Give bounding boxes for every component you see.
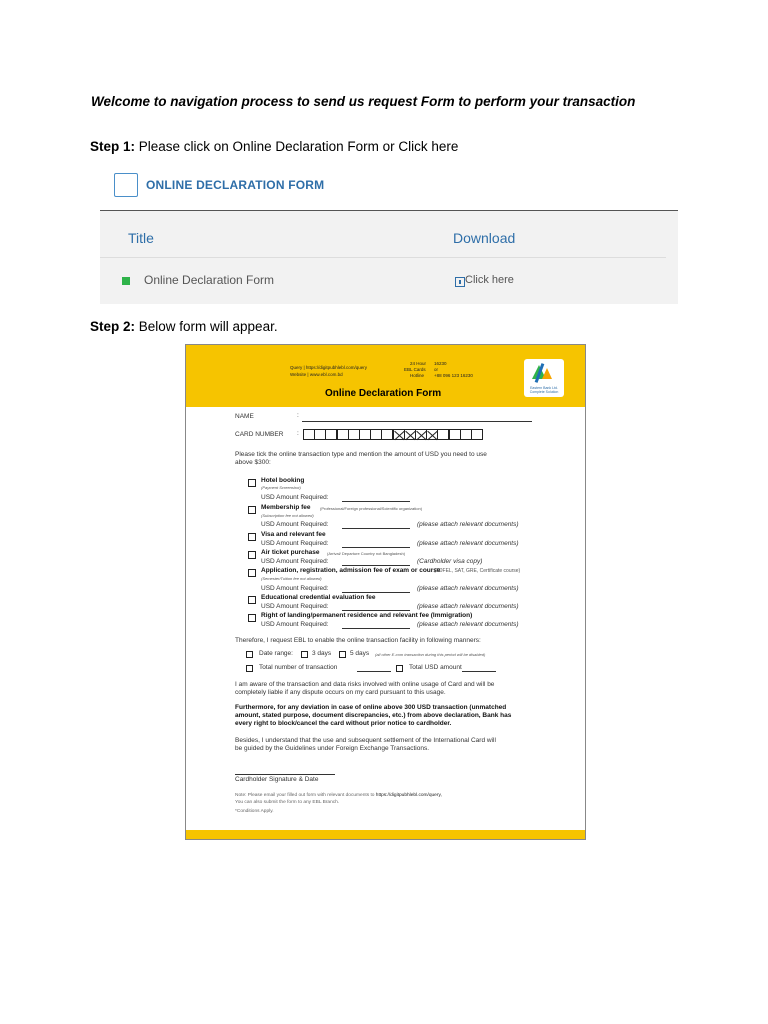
- membership-label: Membership fee: [261, 504, 311, 511]
- amount-line: [357, 671, 391, 672]
- aware-line-1: I am aware of the transaction and data risks involved with online usage of Card and will be: [235, 681, 495, 688]
- intro-heading: Welcome to navigation process to send us request Form to perform your transaction: [91, 94, 636, 109]
- attach-note: (please attach relevant documents): [417, 603, 519, 610]
- usd-required-label: USD Amount Required:: [261, 621, 329, 628]
- membership-note: (Subscription fee not allowed): [261, 513, 314, 518]
- checkbox-icon: [114, 173, 138, 197]
- further-line-1: Furthermore, for any deviation in case of online above 300 USD transaction (unmatched: [235, 704, 507, 711]
- amount-line: [342, 547, 410, 548]
- date-range-checkbox[interactable]: [246, 651, 253, 658]
- application-checkbox[interactable]: [248, 569, 256, 577]
- download-icon: [455, 277, 465, 287]
- click-here-link[interactable]: Click here: [465, 274, 514, 286]
- amount-line: [342, 628, 410, 629]
- visa-label: Visa and relevant fee: [261, 531, 326, 538]
- bullet-icon: [122, 277, 130, 285]
- step-2-label: Step 2:: [90, 319, 136, 334]
- note-line-1: [235, 793, 442, 798]
- hotline-number-3: +88 096 123 16230: [434, 373, 473, 378]
- signature-line: [235, 774, 335, 775]
- declaration-form-image: [185, 344, 586, 840]
- aware-line-2: completely liable if any dispute occurs on my card pursuant to this usage.: [235, 689, 446, 696]
- card-number-boxes: [303, 429, 482, 440]
- landing-label: Right of landing/permanent residence and relevant fee (Immigration): [261, 612, 473, 619]
- membership-checkbox[interactable]: [248, 506, 256, 514]
- online-declaration-heading: ONLINE DECLARATION FORM: [146, 178, 325, 192]
- application-sub: (TOFEL, SAT, GRE, Certificate course): [434, 568, 521, 574]
- 5-days-label: 5 days: [350, 650, 370, 657]
- educational-label: Educational credential evaluation fee: [261, 594, 376, 601]
- hotline-number-2: or: [434, 367, 439, 372]
- bank-logo: [524, 359, 564, 397]
- row-title: Online Declaration Form: [144, 273, 275, 287]
- usd-required-label: USD Amount Required:: [261, 494, 329, 501]
- step-2-text: Below form will appear.: [135, 319, 278, 334]
- hotel-label: Hotel booking: [261, 477, 305, 484]
- form-footer-band: [186, 830, 585, 839]
- therefore-text: Therefore, I request EBL to enable the online transaction facility in following manners:: [235, 637, 481, 644]
- amount-line: [342, 592, 410, 593]
- attach-note: (please attach relevant documents): [417, 540, 519, 547]
- application-label: Application, registration, admission fee of exam or course: [261, 567, 441, 574]
- air-ticket-checkbox[interactable]: [248, 551, 256, 559]
- download-table: [100, 211, 678, 304]
- amount-line: [462, 671, 496, 672]
- total-transaction-label: Total number of transaction: [259, 664, 338, 671]
- online-declaration-screenshot: [100, 166, 678, 304]
- visa-copy-note: (Cardholder visa copy): [417, 558, 483, 565]
- amount-line: [342, 501, 410, 502]
- logo-shape: [542, 368, 552, 379]
- usd-required-label: USD Amount Required:: [261, 558, 329, 565]
- usd-required-label: USD Amount Required:: [261, 585, 329, 592]
- 3-days-label: 3 days: [312, 650, 332, 657]
- date-range-label: Date range:: [259, 650, 293, 657]
- attach-note: (please attach relevant documents): [417, 621, 519, 628]
- amount-line: [342, 528, 410, 529]
- application-note: (Semester/Tuition fee not allowed): [261, 576, 322, 581]
- instruction-line-2: above $300:: [235, 459, 271, 466]
- air-ticket-sub: (Arrival/ Departure Country not Bangladesh): [327, 551, 406, 556]
- note-line-2: You can also submit the form to any EBL Branch.: [235, 800, 340, 805]
- total-transaction-checkbox[interactable]: [246, 665, 253, 672]
- 5-days-checkbox[interactable]: [339, 651, 346, 658]
- note-line-3: *Conditions Apply.: [235, 809, 274, 814]
- total-usd-checkbox[interactable]: [396, 665, 403, 672]
- amount-line: [342, 565, 410, 566]
- membership-sub: (Professional/Foreign professional/Scientific organization): [320, 506, 423, 511]
- step-1-label: Step 1:: [90, 139, 136, 154]
- usd-required-label: USD Amount Required:: [261, 521, 329, 528]
- colon: :: [297, 430, 299, 437]
- step-2: [90, 319, 278, 334]
- card-number-label: CARD NUMBER: [235, 431, 284, 438]
- hotel-checkbox[interactable]: [248, 479, 256, 487]
- air-ticket-label: Air ticket purchase: [261, 549, 320, 556]
- column-title: Title: [128, 230, 154, 246]
- colon: :: [297, 412, 299, 419]
- step-1: [90, 139, 458, 154]
- usd-required-label: USD Amount Required:: [261, 540, 329, 547]
- website-text: Website | www.ebl.com.bd: [290, 372, 343, 377]
- date-range-note: (all other E-com transaction during this period will be disabled): [375, 652, 486, 657]
- hotel-note: (Payment Screenshot): [261, 485, 301, 490]
- total-usd-label: Total USD amount: [409, 664, 462, 671]
- besides-line-1: Besides, I understand that the use and subsequent settlement of the International Card will: [235, 737, 496, 744]
- 3-days-checkbox[interactable]: [301, 651, 308, 658]
- name-line: [302, 421, 532, 422]
- hotline-label-2: EBL Cards: [404, 367, 426, 372]
- signature-label: Cardholder Signature & Date: [235, 776, 319, 783]
- further-line-3: every right to block/cancel the card without prior notice to cardholder.: [235, 720, 452, 727]
- name-label: NAME: [235, 413, 254, 420]
- note-prefix: Note: Please email your filled out form with relevant documents to: [235, 793, 376, 798]
- usd-required-label: USD Amount Required:: [261, 603, 329, 610]
- visa-checkbox[interactable]: [248, 533, 256, 541]
- instruction-line-1: Please tick the online transaction type and mention the amount of USD you need to use: [235, 451, 487, 458]
- landing-checkbox[interactable]: [248, 614, 256, 622]
- hotline-label-3: Hotline: [410, 373, 425, 378]
- attach-note: (please attach relevant documents): [417, 585, 519, 592]
- logo-text: Eastern Bank Ltd. Complete Solution: [529, 386, 559, 394]
- hotline-number-1: 16230: [434, 361, 447, 366]
- note-url: https://digitpubhlebl.com/query,: [375, 793, 442, 798]
- column-download: Download: [453, 230, 516, 246]
- further-line-2: amount, stated purpose, document discrepancies, etc.) from above declaration, Bank has: [235, 712, 512, 719]
- besides-line-2: be guided by the Guidelines under Foreign Exchange Transactions.: [235, 745, 430, 752]
- amount-line: [342, 610, 410, 611]
- divider: [100, 257, 666, 258]
- form-title: Online Declaration Form: [325, 388, 442, 399]
- query-text: Query | https://digitpubhlebl.com/query: [290, 365, 367, 370]
- step-1-text: Please click on Online Declaration Form or Click here: [135, 139, 459, 154]
- educational-checkbox[interactable]: [248, 596, 256, 604]
- attach-note: (please attach relevant documents): [417, 521, 519, 528]
- hotline-label-1: 24 Hour: [410, 361, 427, 366]
